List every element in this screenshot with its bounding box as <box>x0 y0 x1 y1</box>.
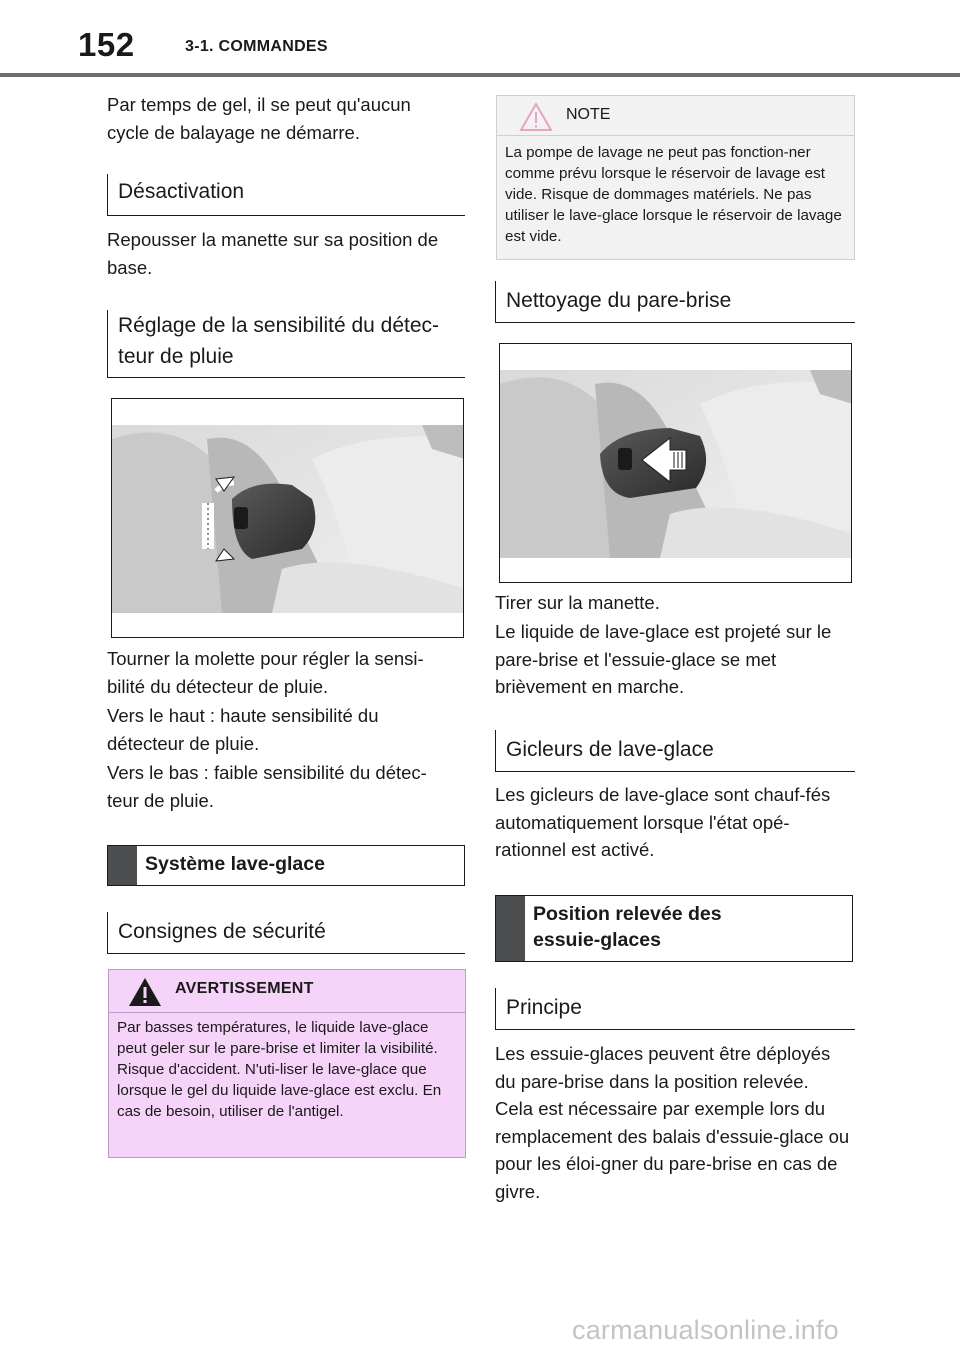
rain-sensor-figure <box>111 398 464 638</box>
heading-nettoyage-text: Nettoyage du pare-brise <box>506 289 732 312</box>
note-text: La pompe de lavage ne peut pas fonction-ner comme prévu lorsque le réservoir de lavage est vide. Risque de dommages matériels. Ne pas utiliser le lave-glace lorsque le réservoir de lavage est vide. <box>505 144 842 245</box>
liquide-paragraph: Le liquide de lave-glace est projeté sur le pare-brise et l'essuie-glace se met brièvement en marche. <box>495 621 832 697</box>
page-header <box>0 0 960 80</box>
warning-box <box>108 969 466 1158</box>
box-position-line2: essuie-glaces <box>533 929 661 951</box>
warning-text: Par basses températures, le liquide lave-glace peut geler sur le pare-brise et limiter la visibilité. Risque d'accident. N'uti-liser le lave-glace que lorsque le gel du liquide lave-glace est exclu. En cas de besoin, utiliser de l'antigel. <box>117 1019 442 1120</box>
windshield-cleaning-illustration <box>500 344 852 583</box>
tirer-paragraph: Tirer sur la manette. <box>495 592 660 613</box>
box-position-relevee <box>495 895 853 962</box>
heading-consignes-text: Consignes de sécurité <box>118 920 326 943</box>
vers-haut-paragraph: Vers le haut : haute sensibilité du détecteur de pluie. <box>107 705 379 754</box>
header-rule <box>0 73 960 77</box>
heading-principe <box>495 988 855 1030</box>
box-systeme-text: Système lave-glace <box>145 853 325 875</box>
box-position-line1: Position relevée des <box>533 903 722 925</box>
note-title-row <box>497 96 854 136</box>
heading-reglage-line1: Réglage de la sensibilité du détec- <box>118 314 440 337</box>
caution-triangle-icon <box>519 102 553 132</box>
heading-gicleurs <box>495 730 855 772</box>
warning-title-row <box>109 970 465 1013</box>
heading-reglage <box>107 310 465 378</box>
box-systeme-lave-glace <box>107 845 465 886</box>
gicleurs-paragraph: Les gicleurs de lave-glace sont chauf-fés automatiquement lorsque l'état opé-rationnel est activé. <box>495 784 831 860</box>
watermark: carmanualsonline.info <box>572 1315 839 1345</box>
heading-gicleurs-text: Gicleurs de lave-glace <box>506 738 714 761</box>
box-bar <box>496 896 525 961</box>
heading-desactivation <box>107 174 465 216</box>
warning-title: AVERTISSEMENT <box>175 980 314 997</box>
rain-sensor-illustration <box>112 399 464 638</box>
note-box <box>496 95 855 260</box>
desactivation-paragraph: Repousser la manette sur sa position de base. <box>107 229 439 278</box>
box-bar <box>108 846 137 885</box>
heading-nettoyage <box>495 281 855 323</box>
page-number: 152 <box>78 26 135 63</box>
heading-principe-text: Principe <box>506 996 582 1019</box>
warning-triangle-icon <box>128 977 162 1007</box>
note-title: NOTE <box>566 106 611 123</box>
section-title: 3-1. COMMANDES <box>185 38 328 55</box>
heading-desactivation-text: Désactivation <box>118 180 245 203</box>
frost-paragraph: Par temps de gel, il se peut qu'aucun cycle de balayage ne démarre. <box>107 94 411 143</box>
vers-bas-paragraph: Vers le bas : faible sensibilité du détec-teur de pluie. <box>107 762 427 811</box>
heading-consignes <box>107 912 465 954</box>
heading-reglage-line2: teur de pluie <box>118 345 234 368</box>
principe-paragraph: Les essuie-glaces peuvent être déployés du pare-brise dans la position relevée. Cela est nécessaire par exemple lors du remplacement des balais d'essuie-glace ou pour les éloi-gner du pare-brise en cas de givre. <box>495 1043 850 1202</box>
tourner-paragraph: Tourner la molette pour régler la sensi-bilité du détecteur de pluie. <box>107 648 424 697</box>
windshield-cleaning-figure <box>499 343 852 583</box>
